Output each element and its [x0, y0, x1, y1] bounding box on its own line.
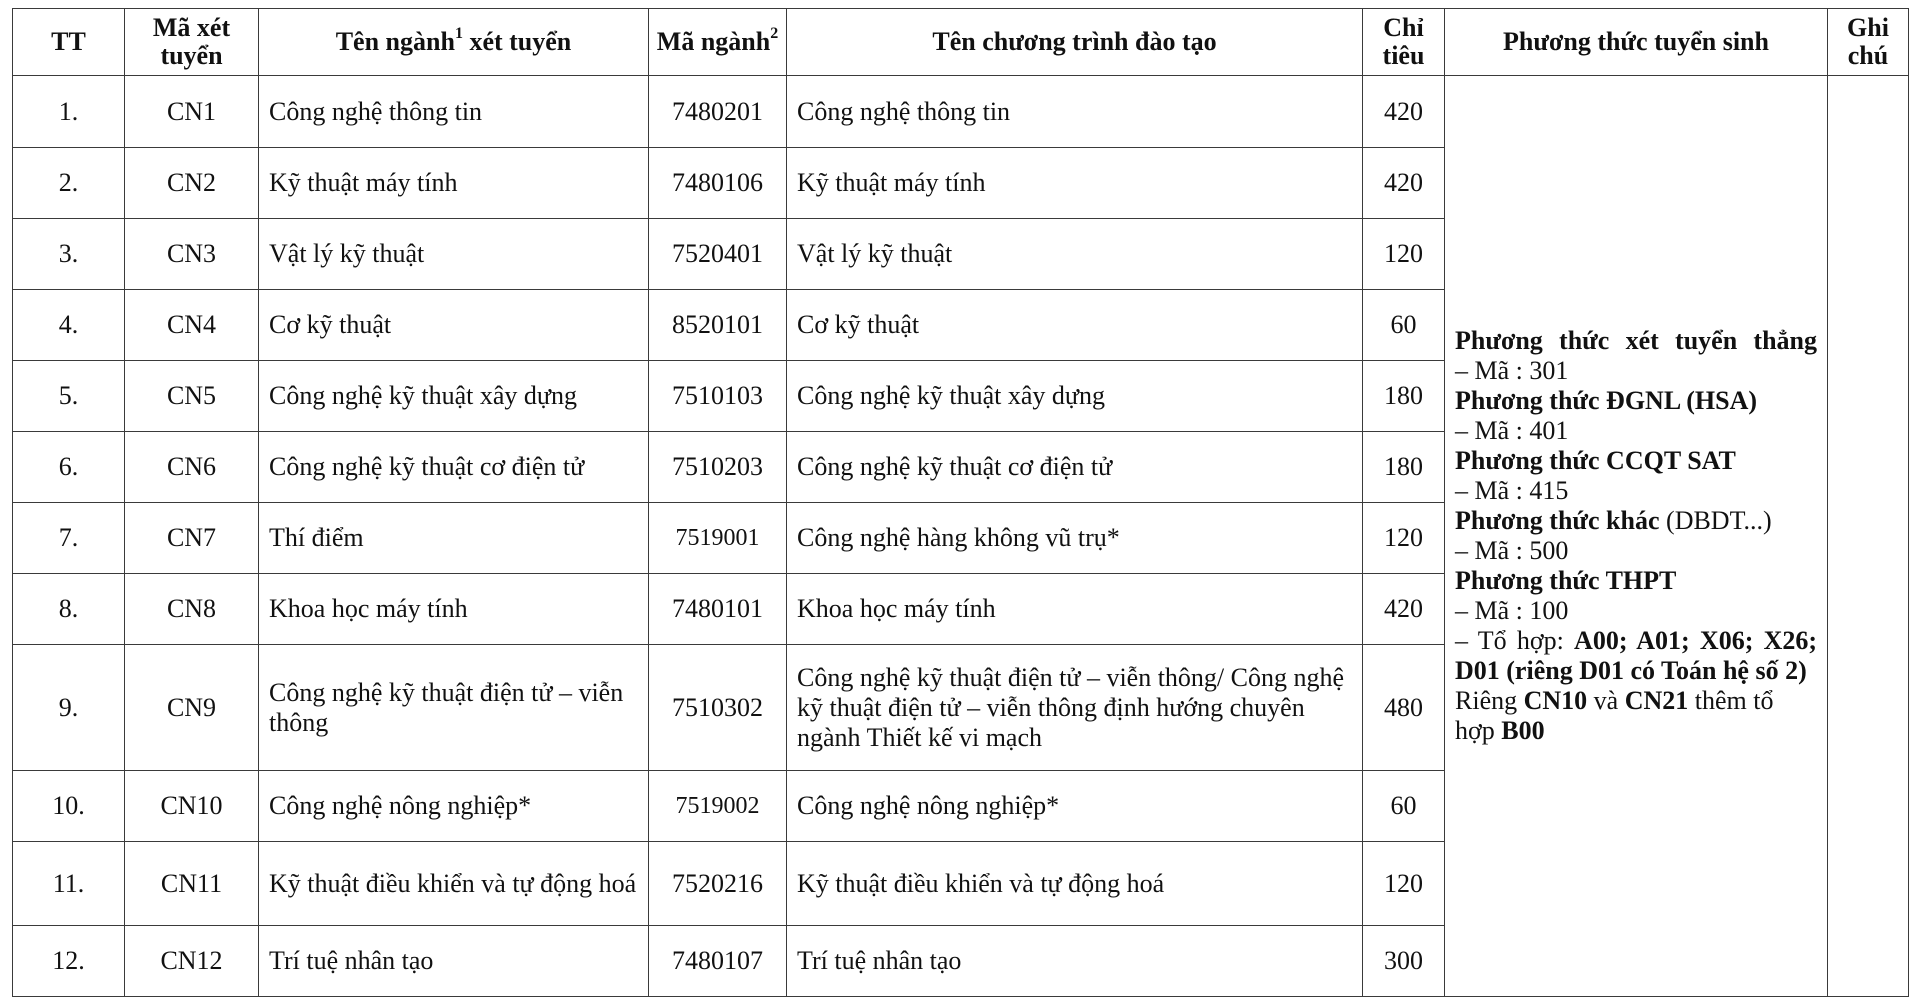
header-major-name	[259, 9, 649, 76]
row-major: Thí điểm	[259, 503, 649, 574]
row-quota: 60	[1363, 771, 1445, 842]
method-combo	[1455, 626, 1817, 686]
header-major-code	[649, 9, 787, 76]
table-body	[13, 76, 1909, 997]
row-quota: 300	[1363, 926, 1445, 997]
row-tt: 9.	[13, 645, 125, 771]
row-program: Cơ kỹ thuật	[787, 290, 1363, 361]
method-extra-cn10: CN10	[1523, 686, 1588, 715]
row-tt: 2.	[13, 148, 125, 219]
row-quota: 180	[1363, 361, 1445, 432]
row-program: Kỹ thuật điều khiển và tự động hoá	[787, 842, 1363, 926]
row-major: Công nghệ kỹ thuật điện tử – viễn thông	[259, 645, 649, 771]
row-code: CN9	[125, 645, 259, 771]
method-sat-label: Phương thức CCQT SAT	[1455, 446, 1736, 475]
row-program: Công nghệ thông tin	[787, 76, 1363, 148]
row-major-code: 7480107	[649, 926, 787, 997]
method-direct-line1	[1455, 326, 1817, 356]
row-code: CN1	[125, 76, 259, 148]
header-admission-code: Mã xét tuyển	[125, 9, 259, 76]
row-tt: 10.	[13, 771, 125, 842]
method-thpt-code: – Mã : 100	[1455, 596, 1569, 625]
header-major-code-text: Mã ngành	[656, 27, 771, 56]
row-code: CN2	[125, 148, 259, 219]
row-major-code: 7480201	[649, 76, 787, 148]
method-combo-prefix: – Tổ hợp:	[1455, 626, 1575, 655]
method-hsa-code: – Mã : 401	[1455, 416, 1569, 445]
row-code: CN7	[125, 503, 259, 574]
row-program: Vật lý kỹ thuật	[787, 219, 1363, 290]
header-notes: Ghi chú	[1828, 9, 1909, 76]
row-tt: 8.	[13, 574, 125, 645]
header-admission-method: Phương thức tuyển sinh	[1445, 9, 1828, 76]
method-combo-value: A00; A01; X06; X26; D01 (riêng D01 có Toán hệ số 2)	[1455, 626, 1817, 685]
row-major-code: 7510203	[649, 432, 787, 503]
method-sat-code: – Mã : 415	[1455, 476, 1569, 505]
row-major: Công nghệ kỹ thuật xây dựng	[259, 361, 649, 432]
header-quota: Chỉ tiêu	[1363, 9, 1445, 76]
method-other-line	[1455, 506, 1817, 536]
notes-cell	[1828, 76, 1909, 997]
method-extra-prefix: Riêng	[1455, 686, 1524, 715]
method-direct-code: – Mã : 301	[1455, 356, 1569, 385]
method-extra-b00: B00	[1501, 716, 1545, 745]
footnote-1: 1	[454, 25, 463, 43]
row-tt: 4.	[13, 290, 125, 361]
row-code: CN12	[125, 926, 259, 997]
row-major-code: 8520101	[649, 290, 787, 361]
method-thpt-label: Phương thức THPT	[1455, 566, 1677, 595]
row-program: Công nghệ nông nghiệp*	[787, 771, 1363, 842]
row-quota: 420	[1363, 76, 1445, 148]
row-major: Khoa học máy tính	[259, 574, 649, 645]
row-code: CN5	[125, 361, 259, 432]
row-major-code: 7519001	[649, 503, 787, 574]
row-quota: 120	[1363, 503, 1445, 574]
row-program: Công nghệ hàng không vũ trụ*	[787, 503, 1363, 574]
row-tt: 7.	[13, 503, 125, 574]
row-quota: 60	[1363, 290, 1445, 361]
row-major: Kỹ thuật điều khiển và tự động hoá	[259, 842, 649, 926]
method-other-code: – Mã : 500	[1455, 536, 1569, 565]
method-other-label: Phương thức khác	[1455, 506, 1660, 535]
row-quota: 120	[1363, 219, 1445, 290]
row-code: CN6	[125, 432, 259, 503]
row-code: CN11	[125, 842, 259, 926]
row-code: CN10	[125, 771, 259, 842]
row-program: Công nghệ kỹ thuật điện tử – viễn thông/ Công nghệ kỹ thuật điện tử – viễn thông định hướng chuyên ngành Thiết kế vi mạch	[787, 645, 1363, 771]
row-tt: 11.	[13, 842, 125, 926]
header-row	[13, 9, 1909, 76]
admissions-table	[12, 8, 1909, 997]
method-hsa-label: Phương thức ĐGNL (HSA)	[1455, 386, 1758, 415]
row-code: CN4	[125, 290, 259, 361]
header-program-name: Tên chương trình đào tạo	[787, 9, 1363, 76]
row-major-code: 7510103	[649, 361, 787, 432]
method-extra-and: và	[1587, 686, 1625, 715]
admission-methods-cell	[1445, 76, 1828, 997]
row-major: Cơ kỹ thuật	[259, 290, 649, 361]
row-major-code: 7519002	[649, 771, 787, 842]
row-major-code: 7480101	[649, 574, 787, 645]
header-major-name-suffix: xét tuyển	[462, 27, 572, 56]
method-direct-label: Phương thức xét tuyển thẳng	[1455, 326, 1817, 355]
row-major-code: 7520401	[649, 219, 787, 290]
row-quota: 480	[1363, 645, 1445, 771]
table-header	[13, 9, 1909, 76]
row-quota: 180	[1363, 432, 1445, 503]
row-major: Công nghệ nông nghiệp*	[259, 771, 649, 842]
row-quota: 120	[1363, 842, 1445, 926]
row-tt: 12.	[13, 926, 125, 997]
row-major: Công nghệ thông tin	[259, 76, 649, 148]
method-extra-cn21: CN21	[1624, 686, 1689, 715]
row-tt: 6.	[13, 432, 125, 503]
row-major: Kỹ thuật máy tính	[259, 148, 649, 219]
row-major: Trí tuệ nhân tạo	[259, 926, 649, 997]
row-quota: 420	[1363, 148, 1445, 219]
header-major-name-text: Tên ngành	[335, 27, 455, 56]
row-major-code: 7480106	[649, 148, 787, 219]
method-other-note: (DBDT...)	[1659, 506, 1772, 535]
header-tt: TT	[13, 9, 125, 76]
row-code: CN8	[125, 574, 259, 645]
row-code: CN3	[125, 219, 259, 290]
row-tt: 5.	[13, 361, 125, 432]
row-program: Công nghệ kỹ thuật xây dựng	[787, 361, 1363, 432]
method-extra	[1455, 686, 1817, 746]
footnote-2: 2	[770, 25, 779, 43]
table-row	[13, 76, 1909, 148]
row-tt: 1.	[13, 76, 125, 148]
row-major: Vật lý kỹ thuật	[259, 219, 649, 290]
row-program: Công nghệ kỹ thuật cơ điện tử	[787, 432, 1363, 503]
row-major: Công nghệ kỹ thuật cơ điện tử	[259, 432, 649, 503]
row-major-code: 7520216	[649, 842, 787, 926]
row-program: Trí tuệ nhân tạo	[787, 926, 1363, 997]
row-program: Khoa học máy tính	[787, 574, 1363, 645]
row-tt: 3.	[13, 219, 125, 290]
row-program: Kỹ thuật máy tính	[787, 148, 1363, 219]
row-quota: 420	[1363, 574, 1445, 645]
row-major-code: 7510302	[649, 645, 787, 771]
method-extra-mid: thêm tổ hợp	[1455, 686, 1774, 745]
